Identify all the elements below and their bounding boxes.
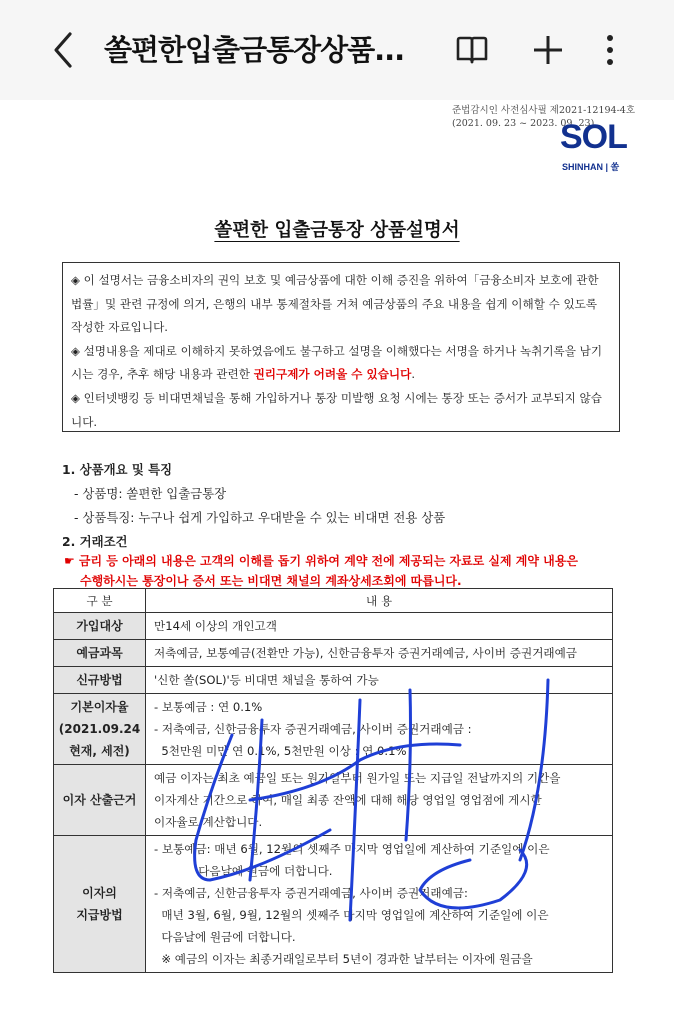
table-header-row [54,589,613,613]
table-row-label: 가입대상 [54,613,146,640]
table-row-content [146,765,613,836]
table-row-content [146,694,613,765]
notice-paragraph-2 [71,340,611,387]
more-vertical-icon[interactable] [590,28,630,72]
book-icon[interactable] [452,28,492,72]
table-row-content [146,667,613,694]
table-row-line: - 저축예금, 신한금융투자 증권거래예금, 사이버 증권거래예금: [154,886,468,900]
approval-line-2: (2021. 09. 23 ~ 2023. 09. 23) [452,118,595,129]
notice-paragraph-1: ◈ 이 설명서는 금융소비자의 권익 보호 및 예금상품에 대한 이해 증진을 위하여「금융소비자 보호에 관한 법률」및 관련 규정에 의거, 은행의 내부 통제절차를 거쳐 예금상품의 주요 내용을 쉽게 이해할 수 있도록 작성한 자료입니다. [71,273,599,335]
notice-paragraph-3: ◈ 인터넷뱅킹 등 비대면채널을 통해 가입하거나 통장 미발행 요청 시에는 통장 또는 증서가 교부되지 않습니다. [71,390,602,429]
table-row-line: - 보통예금: 매년 6월, 12월의 셋째주 마지막 영업일에 계산하여 기준일에 이은 [154,842,550,856]
table-row-line: 저축예금, 보통예금(전환만 가능), 신한금융투자 증권거래예금, 사이버 증권거래예금 [154,646,578,660]
table-header-content: 내 용 [146,589,613,613]
table-row-line: - 저축예금, 신한금융투자 증권거래예금, 사이버 증권거래예금 : [154,722,472,736]
plus-icon[interactable] [528,28,568,72]
warning-line-2: 수행하시는 통장이나 증서 또는 비대면 채널의 계좌상세조회에 따릅니다. [80,574,462,588]
approval-line-1: 준법감시인 사전심사필 제2021-12194-4호 [452,105,636,116]
table-row-label: 이자의 지급방법 [54,836,146,973]
table-row-label: 기본이자율 (2021.09.24 현재, 세전) [54,694,146,765]
table-row-line: 예금 이자는 최초 예금일 또는 원가일부터 원가일 또는 지급일 전날까지의 기간을 [154,771,561,785]
table-row-label: 이자 산출근거 [54,765,146,836]
page-title: 쏠편한입출금통장상품... [104,33,405,67]
table-row-content [146,613,613,640]
table-row [54,640,613,667]
app-bar [0,0,674,100]
table-row-line: 5천만원 미만 연 0.1%, 5천만원 이상 : 연 0.1% [154,744,407,758]
notice-box [62,262,620,432]
table-row-line: 이자율로 계산합니다. [154,815,263,829]
table-row [54,613,613,640]
table-row-content [146,640,613,667]
table-row [54,836,613,973]
table-row-line: 이자계산 기간으로 하여, 매일 최종 잔액에 대해 해당 영업일 영업점에 게시한 [154,793,542,807]
table-row [54,667,613,694]
product-feature: - 상품특징: 누구나 쉽게 가입하고 우대받을 수 있는 비대면 전용 상품 [74,510,446,525]
table-row-line: - 보통예금 : 연 0.1% [154,700,263,714]
back-chevron-icon[interactable] [44,28,84,72]
table-row-line: ※ 예금의 이자는 최종거래일로부터 5년이 경과한 날부터는 이자에 원금을 [154,952,533,966]
terms-table [53,588,613,973]
section1-heading: 1. 상품개요 및 특징 [62,462,173,477]
table-row-content [146,836,613,973]
table-row-line: 만14세 이상의 개인고객 [154,619,277,633]
warning-line-1: ☛ 금리 등 아래의 내용은 고객의 이해를 돕기 위하여 계약 전에 제공되는 자료로 실제 계약 내용은 [64,554,578,568]
table-row-line: 다음날에 원금에 더합니다. [154,864,333,878]
table-row-label: 신규방법 [54,667,146,694]
notice-p2-text: ◈ 설명내용을 제대로 이해하지 못하였음에도 불구하고 설명을 이해했다는 서명을 하거나 녹취기록을 남기시는 경우, 추후 해당 내용과 관련한 [71,343,603,382]
notice-p2-warning: 권리구제가 어려울 수 있습니다 [253,367,412,382]
sol-logo: SOL [560,118,627,156]
section2-heading: 2. 거래조건 [62,534,128,549]
document-title [0,216,674,242]
table-header-category: 구 분 [54,589,146,613]
document-title-text: 쏠편한 입출금통장 상품설명서 [214,220,460,241]
table-row-line: 매년 3월, 6월, 9월, 12월의 셋째주 마지막 영업일에 계산하여 기준일에 이은 [154,908,549,922]
notice-p2-end: . [411,367,415,382]
table-row [54,694,613,765]
table-row [54,765,613,836]
table-row-line: '신한 쏠(SOL)'등 비대면 채널을 통하여 가능 [154,673,379,687]
product-name: - 상품명: 쏠편한 입출금통장 [74,486,227,501]
shinhan-logo-sub: SHINHAN | 쏠 [562,162,620,172]
table-row-line: 다음날에 원금에 더합니다. [154,930,296,944]
table-row-label: 예금과목 [54,640,146,667]
